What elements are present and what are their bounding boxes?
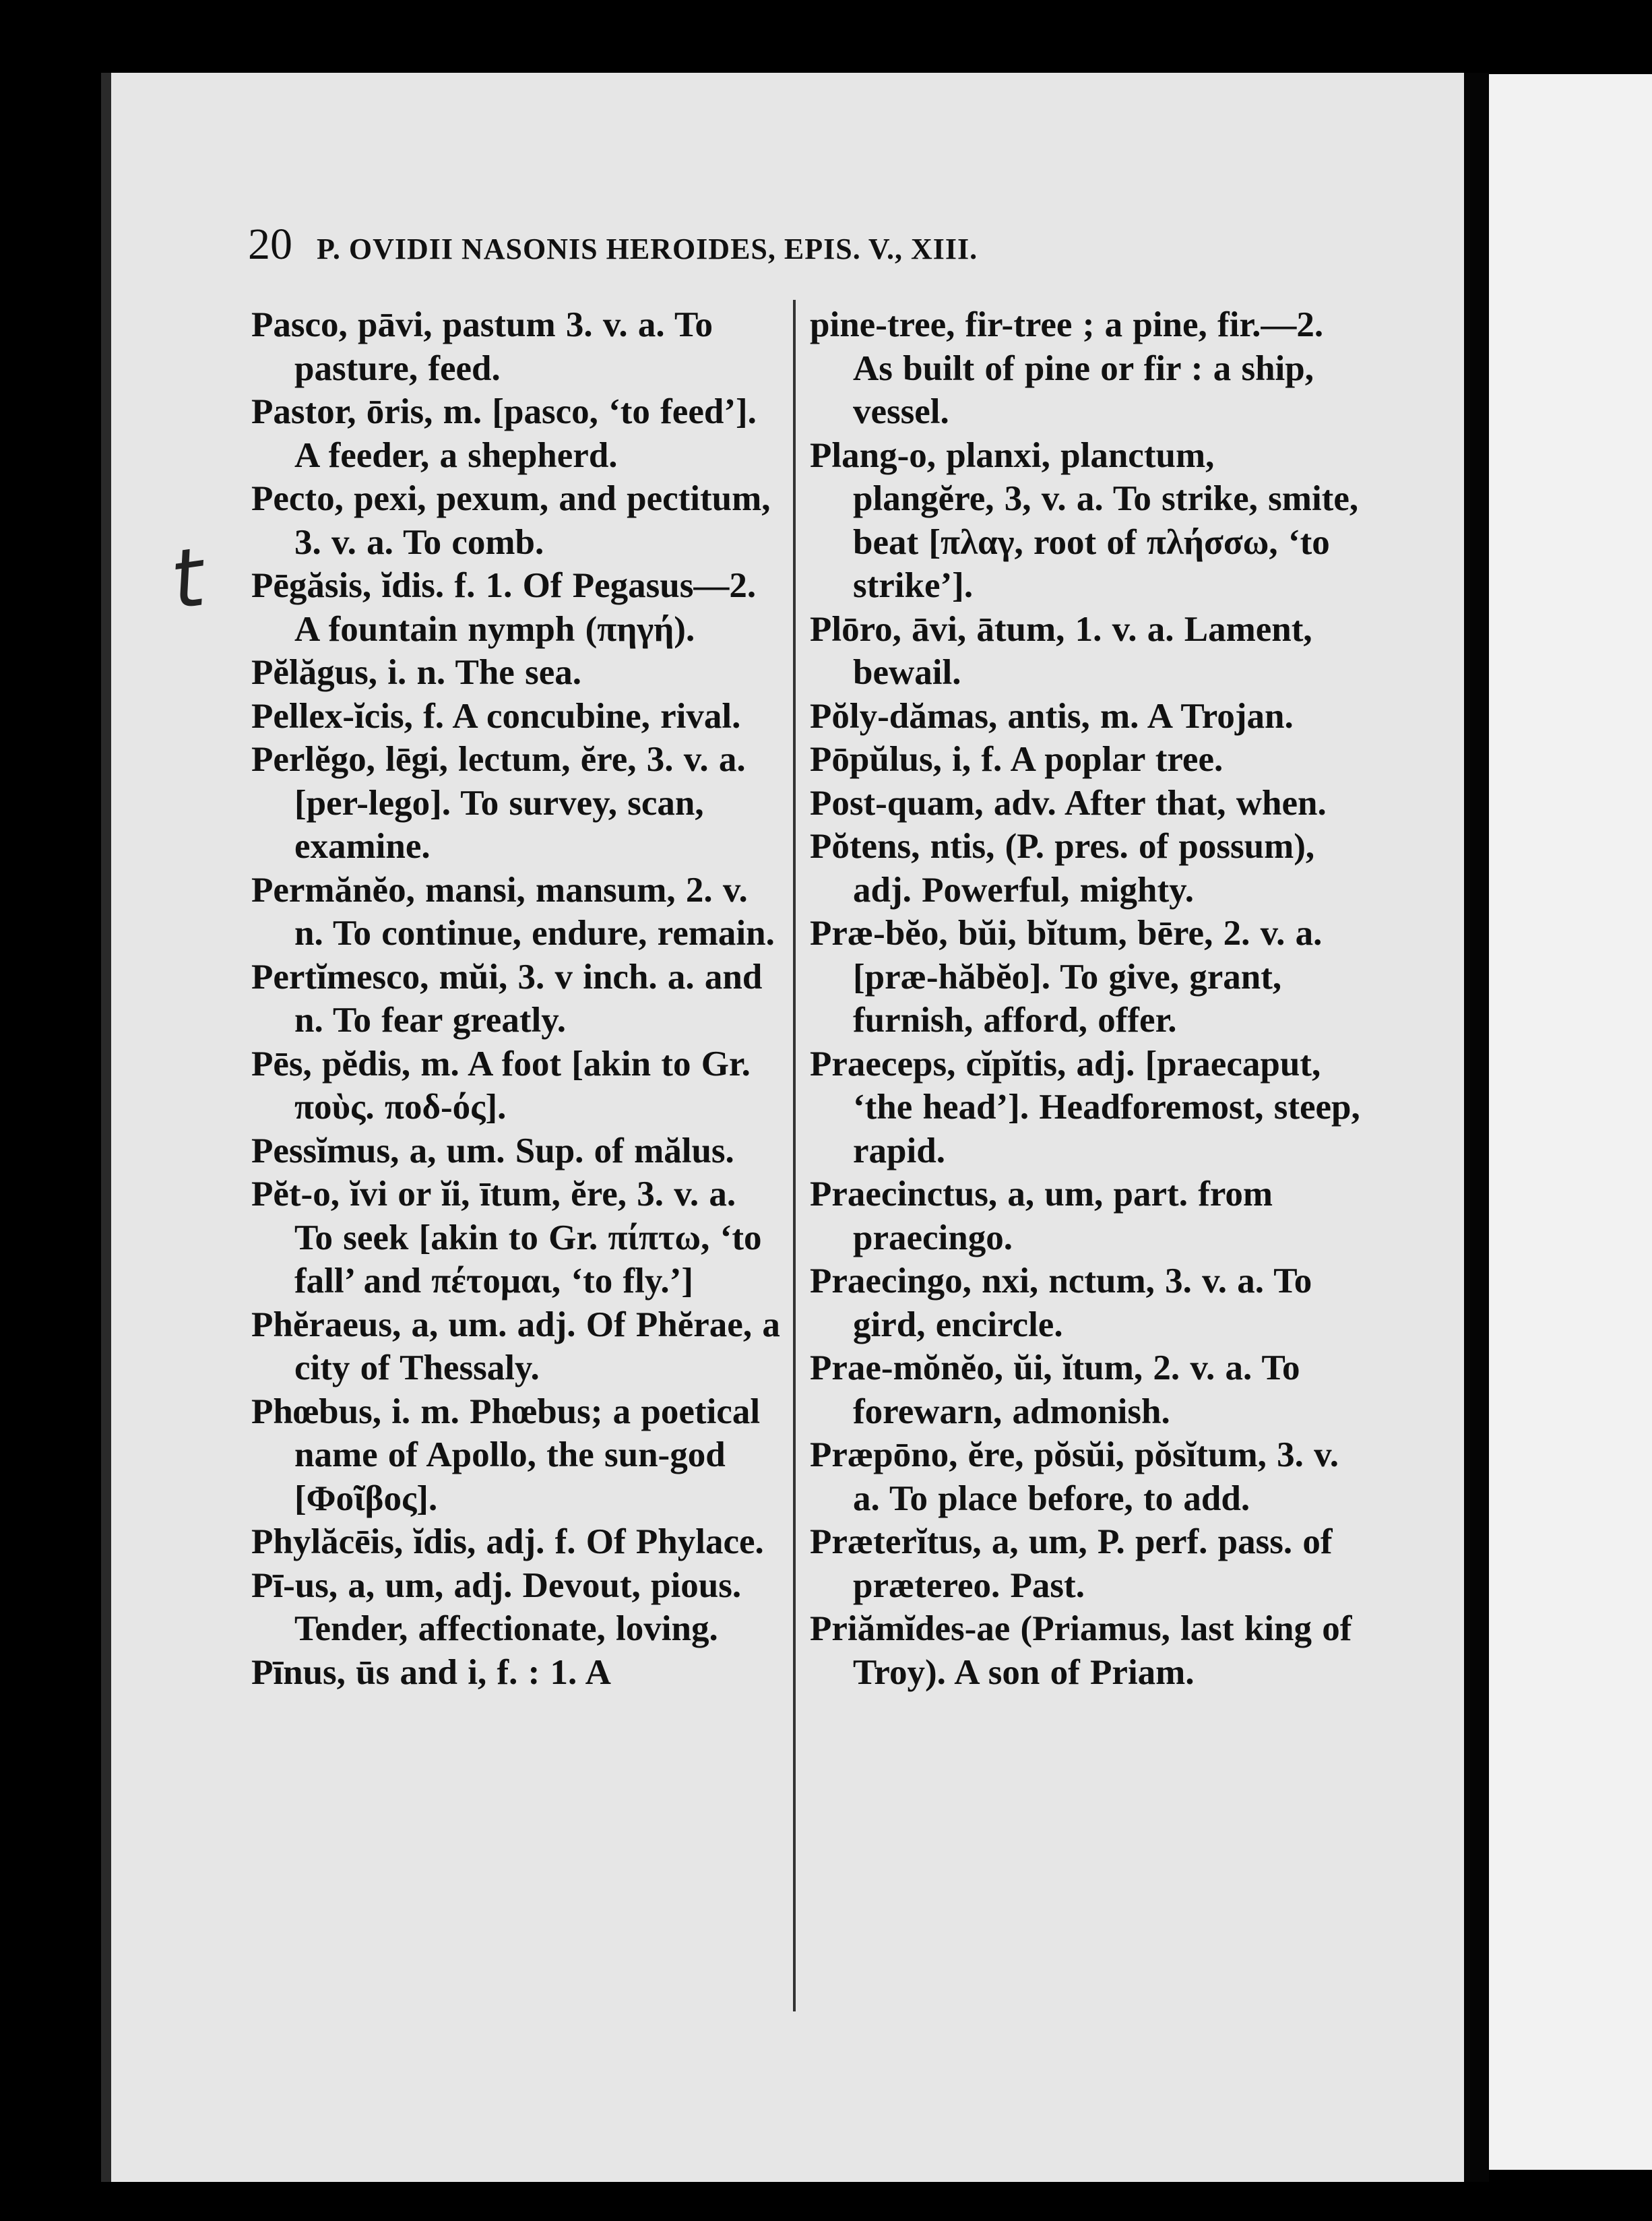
dictionary-entry: Pŏly-dămas, antis, m. A Trojan. <box>810 696 1294 736</box>
column-divider <box>793 300 796 2011</box>
running-title: P. OVIDII NASONIS HEROIDES, EPIS. V., XIII. <box>317 232 978 265</box>
dictionary-entry: Plang-o, planxi, planctum, plangĕre, 3, v. a. To strike, smite, beat [πλαγ, root of πλήσσω, ‘to strike’]. <box>810 435 1359 605</box>
dictionary-entry: Pī-us, a, um, adj. Devout, pious. Tender, affectionate, loving. <box>251 1565 742 1648</box>
dictionary-entry: Pĕt-o, ĭvi or ĭi, ītum, ĕre, 3. v. a. To seek [akin to Gr. πίπτω, ‘to fall’ and πέτομαι, ‘to fly.’] <box>251 1175 762 1301</box>
dictionary-entry: Phĕraeus, a, um. adj. Of Phĕrae, a city of Thessaly. <box>251 1305 780 1387</box>
dictionary-entry: Pĕlăgus, i. n. The sea. <box>251 653 581 692</box>
dictionary-entry: Phylăcēis, ĭdis, adj. f. Of Phylace. <box>251 1522 764 1561</box>
dictionary-entry: Perlĕgo, lēgi, lectum, ĕre, 3. v. a. [per-lego]. To survey, scan, examine. <box>251 740 746 866</box>
dictionary-entry: Phœbus, i. m. Phœbus; a poetical name of Apollo, the sun-god [Φοῖβος]. <box>251 1391 761 1518</box>
dictionary-entry: Pastor, ōris, m. [pasco, ‘to feed’]. A feeder, a shepherd. <box>251 392 757 475</box>
dictionary-entry: Pecto, pexi, pexum, and pectitum, 3. v. a. To comb. <box>251 479 771 562</box>
dictionary-entry: Pēs, pĕdis, m. A foot [akin to Gr. ποὺς. ποδ-ός]. <box>251 1044 751 1127</box>
dictionary-entry: Prae-mŏnĕo, ŭi, ĭtum, 2. v. a. To forewarn, admonish. <box>810 1348 1300 1431</box>
dictionary-entry: Pessĭmus, a, um. Sup. of mălus. <box>251 1131 734 1170</box>
dictionary-entry: Plōro, āvi, ātum, 1. v. a. Lament, bewail. <box>810 609 1312 692</box>
page-header <box>248 219 1326 269</box>
dictionary-entry: Præterĭtus, a, um, P. perf. pass. of prætereo. Past. <box>810 1522 1333 1605</box>
gutter-shadow <box>1464 73 1489 2182</box>
right-column <box>810 303 1362 2028</box>
margin-annotation: t <box>165 530 210 628</box>
dictionary-entry: Pertĭmesco, mŭi, 3. v inch. a. and n. To fear greatly. <box>251 957 763 1040</box>
dictionary-entry: Pasco, pāvi, pastum 3. v. a. To pasture, feed. <box>251 305 713 388</box>
dictionary-entry: Permănĕo, mansi, mansum, 2. v. n. To continue, endure, remain. <box>251 870 775 953</box>
dictionary-entry: Pēgăsis, ĭdis. f. 1. Of Pegasus—2. A fountain nymph (πηγή). <box>251 566 757 649</box>
dictionary-entry: pine-tree, fir-tree ; a pine, fir.—2. As built of pine or fir : a ship, vessel. <box>810 305 1324 431</box>
dictionary-entry: Pīnus, ūs and i, f. : 1. A <box>251 1652 611 1692</box>
dictionary-entry: Praeceps, cĭpĭtis, adj. [praecaput, ‘the head’]. Headforemost, steep, rapid. <box>810 1044 1360 1170</box>
dictionary-entry: Pellex-ĭcis, f. A concubine, rival. <box>251 696 741 736</box>
facing-page-edge <box>1489 74 1652 2170</box>
dictionary-entry: Pŏtens, ntis, (P. pres. of possum), adj. Powerful, mighty. <box>810 827 1315 910</box>
page-number: 20 <box>248 220 292 269</box>
dictionary-entry: Præ-bĕo, bŭi, bĭtum, bēre, 2. v. a. [præ-hăbĕo]. To give, grant, furnish, afford, offer. <box>810 914 1323 1040</box>
dictionary-entry: Priămĭdes-ae (Priamus, last king of Troy). A son of Priam. <box>810 1609 1352 1692</box>
dictionary-entry: Post-quam, adv. After that, when. <box>810 783 1327 823</box>
dictionary-entry: Pōpŭlus, i, f. A poplar tree. <box>810 740 1224 779</box>
dictionary-entry: Praecinctus, a, um, part. from praecingo. <box>810 1175 1273 1257</box>
left-column <box>251 303 784 2028</box>
dictionary-entry: Præpōno, ĕre, pŏsŭi, pŏsĭtum, 3. v. a. To place before, to add. <box>810 1435 1339 1518</box>
dictionary-entry: Praecingo, nxi, nctum, 3. v. a. To gird, encircle. <box>810 1261 1312 1344</box>
